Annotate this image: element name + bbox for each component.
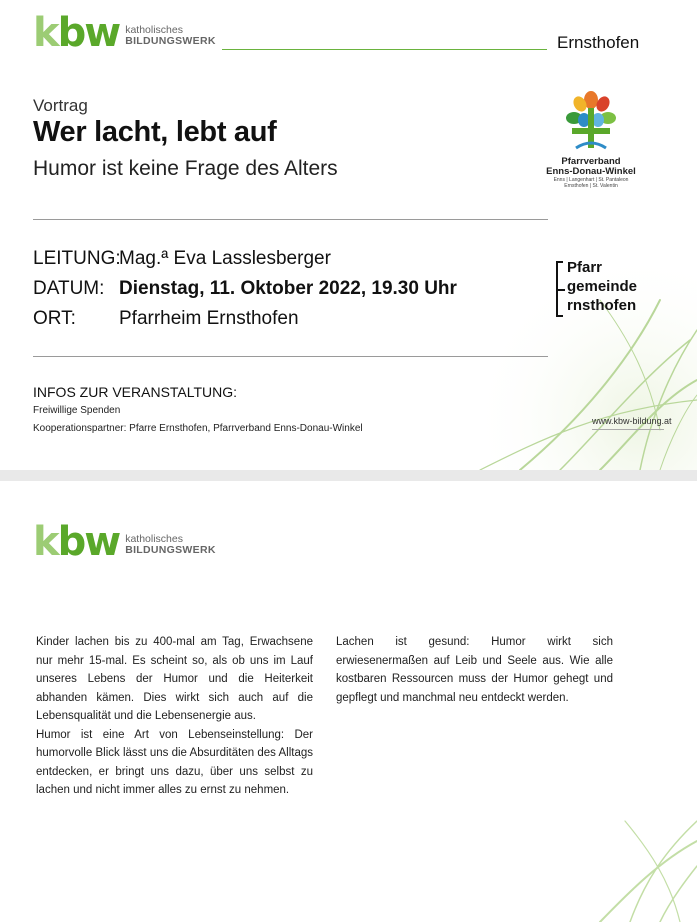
paragraph: Humor ist eine Art von Lebenseinstellung: Der humorvolle Blick lässt uns die Absurditäten des Alltags entdecken, er bringt uns dazu, über uns selbst zu lachen und nicht immer alles zu ernst zu nehmen. <box>36 728 313 796</box>
kbw-logo-back <box>33 519 216 565</box>
datum-value: Dienstag, 11. Oktober 2022, 19.30 Uhr <box>119 278 457 299</box>
divider-bottom <box>33 356 548 357</box>
paragraph: Kinder lachen bis zu 400-mal am Tag, Erwachsene nur mehr 15-mal. Es scheint so, als ob uns im Lauf unseres Lebens der Humor und die Heiterkeit abhanden kämen. Dies wirkt sich auch auf die Lebensqualität und die Lebensenergie aus. <box>36 636 313 722</box>
header-divider <box>222 49 547 50</box>
kbw-logo-line2-back: BILDUNGSWERK <box>125 544 216 556</box>
pfarrverband-sub1: Enns | Langenhart | St. Pantaleon <box>553 177 629 183</box>
pfarrgemeinde-line1: Pfarr <box>567 259 603 276</box>
divider-top <box>33 219 548 220</box>
pfarrverband-logo <box>532 90 650 189</box>
leitung-label: LEITUNG: <box>33 248 121 269</box>
kbw-logo-line2: BILDUNGSWERK <box>125 35 216 47</box>
pfarrgemeinde-line3: rnsthofen <box>567 297 637 314</box>
place-name: Ernsthofen <box>557 33 640 52</box>
infos-line1: Freiwillige Spenden <box>33 405 121 416</box>
leaf-cross-icon <box>556 90 626 152</box>
text-column-left <box>36 633 313 800</box>
event-kicker: Vortrag <box>33 96 88 115</box>
kbw-logo-mark: kbw <box>33 10 120 56</box>
infos-line2: Kooperationspartner: Pfarre Ernsthofen, Pfarrverband Enns-Donau-Winkel <box>33 423 363 434</box>
kbw-logo-mark-back: kbw <box>33 519 120 565</box>
ort-value: Pfarrheim Ernsthofen <box>119 308 299 329</box>
leitung-value: Mag.ª Eva Lasslesberger <box>119 248 331 269</box>
pfarrverband-line1: Pfarrverband <box>561 156 621 167</box>
pfarrgemeinde-line2: gemeinde <box>567 278 638 295</box>
pfarrverband-sub2: Ernsthofen | St. Valentin <box>564 183 618 189</box>
kbw-logo-line1-back: katholisches <box>125 533 183 545</box>
ort-label: ORT: <box>33 308 76 329</box>
event-subtitle: Humor ist keine Frage des Alters <box>33 157 338 180</box>
kbw-logo-line1: katholisches <box>125 24 183 36</box>
kbw-logo-text <box>125 25 216 47</box>
event-title: Wer lacht, lebt auf <box>33 116 277 148</box>
website-underline <box>592 429 664 430</box>
paragraph: Lachen ist gesund: Humor wirkt sich erwiesenermaßen auf Leib und Seele aus. Wie alle kostbaren Ressourcen muss der Humor gehegt und gepflegt und manchmal neu entdeckt werden. <box>336 636 613 704</box>
kbw-logo-text-back <box>125 534 216 556</box>
datum-label: DATUM: <box>33 278 105 299</box>
pfarrverband-line2: Enns-Donau-Winkel <box>546 166 636 177</box>
website-link[interactable]: www.kbw-bildung.at <box>592 416 672 426</box>
text-column-right <box>336 633 613 707</box>
pfarrgemeinde-logo <box>553 258 653 320</box>
kbw-logo <box>33 10 216 56</box>
infos-heading: INFOS ZUR VERANSTALTUNG: <box>33 384 238 400</box>
pfarrgemeinde-bracket-icon <box>553 260 567 318</box>
